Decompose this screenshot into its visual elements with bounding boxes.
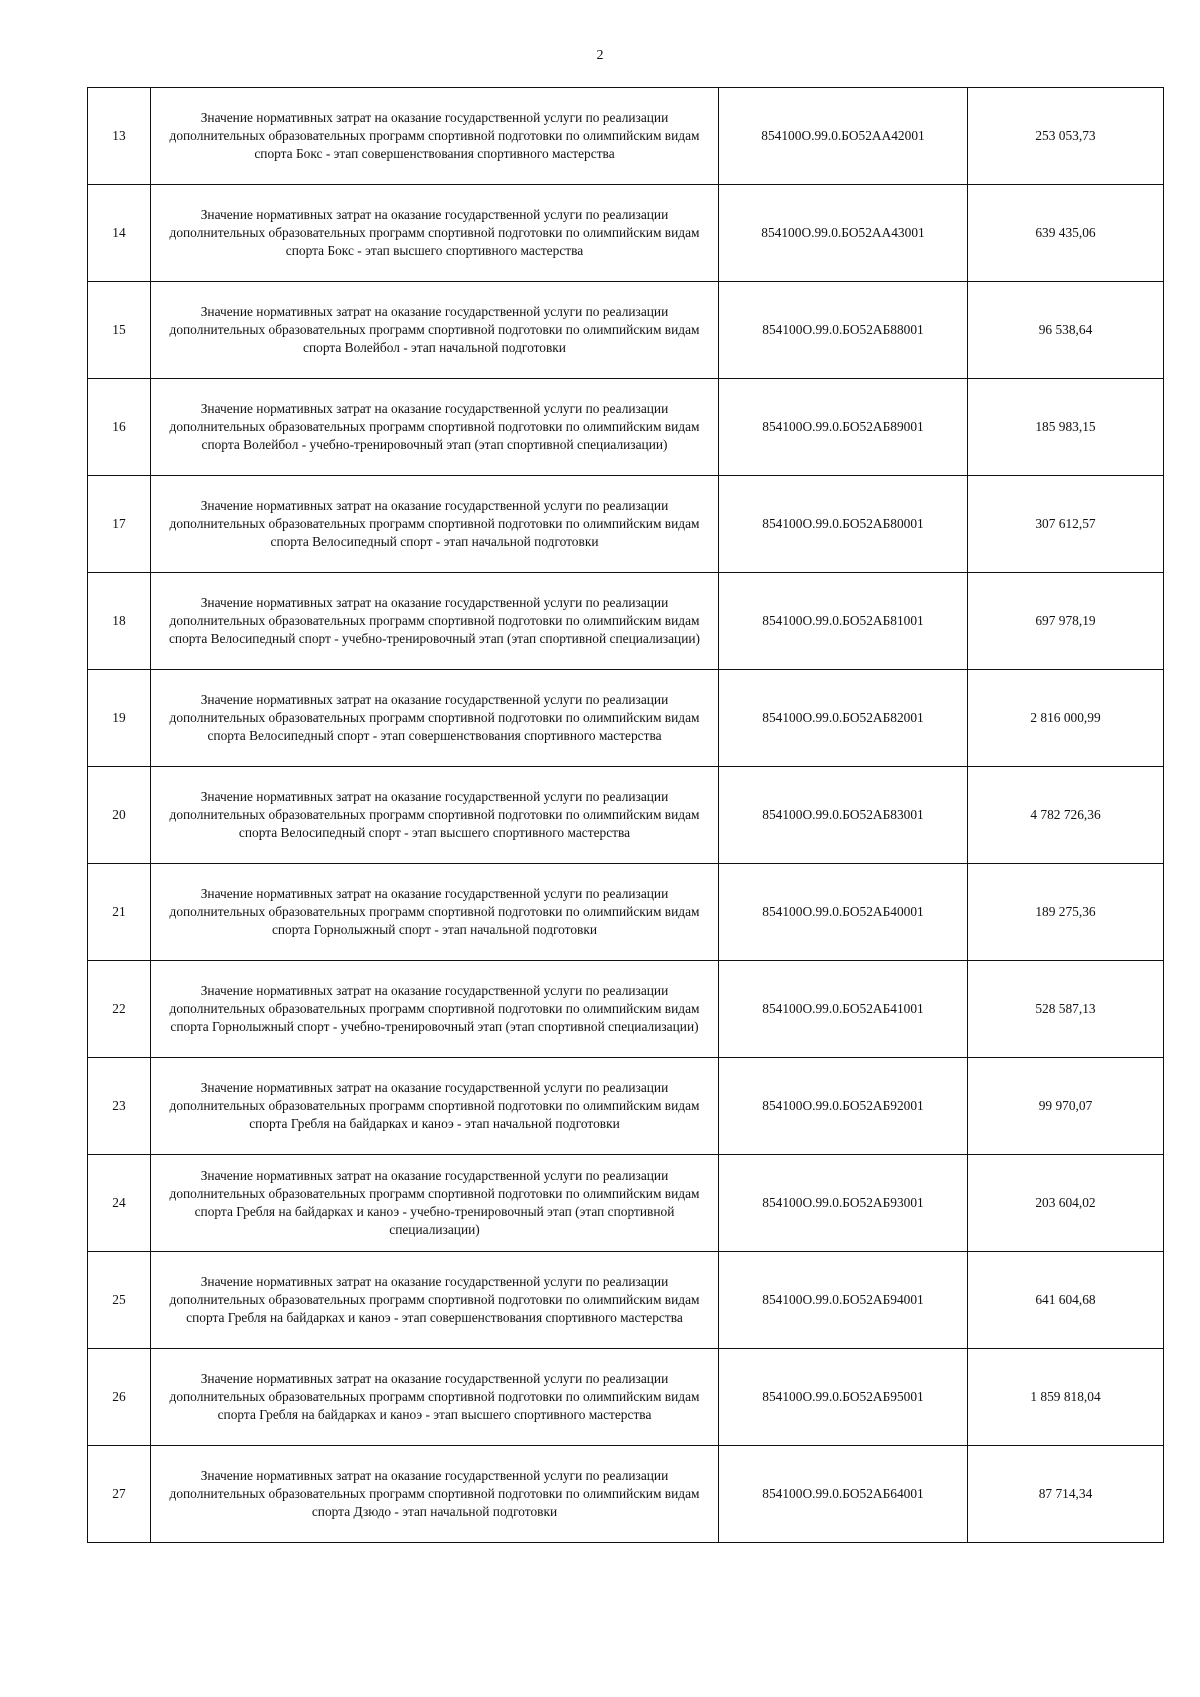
- row-value: 528 587,13: [968, 961, 1164, 1058]
- row-number: 21: [88, 864, 151, 961]
- row-code: 854100О.99.0.БО52АБ80001: [719, 476, 968, 573]
- table-row: [88, 1058, 1164, 1155]
- row-number: 27: [88, 1446, 151, 1543]
- row-number: 17: [88, 476, 151, 573]
- table-row: [88, 476, 1164, 573]
- row-code: 854100О.99.0.БО52АБ92001: [719, 1058, 968, 1155]
- row-number: 13: [88, 88, 151, 185]
- normative-costs-table: [87, 87, 1164, 1543]
- page-number: 2: [596, 48, 604, 63]
- row-number: 15: [88, 282, 151, 379]
- row-value: 203 604,02: [968, 1155, 1164, 1252]
- row-description: Значение нормативных затрат на оказание государственной услуги по реализации дополнительных образовательных программ спортивной подготовки по олимпийским видам спорта Гребля на байдарках и каноэ - этап высшего спортивного мастерства: [151, 1349, 719, 1446]
- row-number: 20: [88, 767, 151, 864]
- table-row: [88, 379, 1164, 476]
- row-value: 1 859 818,04: [968, 1349, 1164, 1446]
- row-value: 4 782 726,36: [968, 767, 1164, 864]
- row-number: 23: [88, 1058, 151, 1155]
- table-row: [88, 670, 1164, 767]
- row-number: 22: [88, 961, 151, 1058]
- row-number: 18: [88, 573, 151, 670]
- row-number: 26: [88, 1349, 151, 1446]
- row-number: 16: [88, 379, 151, 476]
- row-description: Значение нормативных затрат на оказание государственной услуги по реализации дополнительных образовательных программ спортивной подготовки по олимпийским видам спорта Бокс - этап совершенствования спортивного мастерства: [151, 88, 719, 185]
- row-description: Значение нормативных затрат на оказание государственной услуги по реализации дополнительных образовательных программ спортивной подготовки по олимпийским видам спорта Велосипедный спорт - этап начальной подготовки: [151, 476, 719, 573]
- row-description: Значение нормативных затрат на оказание государственной услуги по реализации дополнительных образовательных программ спортивной подготовки по олимпийским видам спорта Дзюдо - этап начальной подготовки: [151, 1446, 719, 1543]
- row-code: 854100О.99.0.БО52АБ41001: [719, 961, 968, 1058]
- row-description: Значение нормативных затрат на оказание государственной услуги по реализации дополнительных образовательных программ спортивной подготовки по олимпийским видам спорта Горнолыжный спорт - учебно-тренировочный этап (этап спортивной специализации): [151, 961, 719, 1058]
- row-number: 25: [88, 1252, 151, 1349]
- row-description: Значение нормативных затрат на оказание государственной услуги по реализации дополнительных образовательных программ спортивной подготовки по олимпийским видам спорта Гребля на байдарках и каноэ - этап начальной подготовки: [151, 1058, 719, 1155]
- row-code: 854100О.99.0.БО52АБ95001: [719, 1349, 968, 1446]
- row-code: 854100О.99.0.БО52АБ40001: [719, 864, 968, 961]
- row-description: Значение нормативных затрат на оказание государственной услуги по реализации дополнительных образовательных программ спортивной подготовки по олимпийским видам спорта Гребля на байдарках и каноэ - учебно-тренировочный этап (этап спортивной специализации): [151, 1155, 719, 1252]
- row-value: 253 053,73: [968, 88, 1164, 185]
- row-number: 19: [88, 670, 151, 767]
- table-row: [88, 88, 1164, 185]
- row-value: 87 714,34: [968, 1446, 1164, 1543]
- row-value: 307 612,57: [968, 476, 1164, 573]
- row-description: Значение нормативных затрат на оказание государственной услуги по реализации дополнительных образовательных программ спортивной подготовки по олимпийским видам спорта Велосипедный спорт - этап высшего спортивного мастерства: [151, 767, 719, 864]
- row-description: Значение нормативных затрат на оказание государственной услуги по реализации дополнительных образовательных программ спортивной подготовки по олимпийским видам спорта Волейбол - учебно-тренировочный этап (этап спортивной специализации): [151, 379, 719, 476]
- row-number: 24: [88, 1155, 151, 1252]
- row-code: 854100О.99.0.БО52АА42001: [719, 88, 968, 185]
- row-code: 854100О.99.0.БО52АБ81001: [719, 573, 968, 670]
- table-row: [88, 767, 1164, 864]
- row-code: 854100О.99.0.БО52АБ83001: [719, 767, 968, 864]
- row-code: 854100О.99.0.БО52АБ64001: [719, 1446, 968, 1543]
- row-value: 96 538,64: [968, 282, 1164, 379]
- row-code: 854100О.99.0.БО52АБ88001: [719, 282, 968, 379]
- table-row: [88, 1446, 1164, 1543]
- row-description: Значение нормативных затрат на оказание государственной услуги по реализации дополнительных образовательных программ спортивной подготовки по олимпийским видам спорта Бокс - этап высшего спортивного мастерства: [151, 185, 719, 282]
- table-row: [88, 185, 1164, 282]
- row-value: 697 978,19: [968, 573, 1164, 670]
- row-number: 14: [88, 185, 151, 282]
- row-description: Значение нормативных затрат на оказание государственной услуги по реализации дополнительных образовательных программ спортивной подготовки по олимпийским видам спорта Горнолыжный спорт - этап начальной подготовки: [151, 864, 719, 961]
- table-row: [88, 1252, 1164, 1349]
- table-row: [88, 1155, 1164, 1252]
- row-code: 854100О.99.0.БО52АБ82001: [719, 670, 968, 767]
- row-code: 854100О.99.0.БО52АБ94001: [719, 1252, 968, 1349]
- row-description: Значение нормативных затрат на оказание государственной услуги по реализации дополнительных образовательных программ спортивной подготовки по олимпийским видам спорта Велосипедный спорт - учебно-тренировочный этап (этап спортивной специализации): [151, 573, 719, 670]
- row-code: 854100О.99.0.БО52АБ93001: [719, 1155, 968, 1252]
- row-value: 639 435,06: [968, 185, 1164, 282]
- table-row: [88, 282, 1164, 379]
- row-description: Значение нормативных затрат на оказание государственной услуги по реализации дополнительных образовательных программ спортивной подготовки по олимпийским видам спорта Гребля на байдарках и каноэ - этап совершенствования спортивного мастерства: [151, 1252, 719, 1349]
- row-value: 185 983,15: [968, 379, 1164, 476]
- table-row: [88, 573, 1164, 670]
- row-description: Значение нормативных затрат на оказание государственной услуги по реализации дополнительных образовательных программ спортивной подготовки по олимпийским видам спорта Велосипедный спорт - этап совершенствования спортивного мастерства: [151, 670, 719, 767]
- table-row: [88, 961, 1164, 1058]
- row-code: 854100О.99.0.БО52АБ89001: [719, 379, 968, 476]
- row-value: 641 604,68: [968, 1252, 1164, 1349]
- row-code: 854100О.99.0.БО52АА43001: [719, 185, 968, 282]
- row-description: Значение нормативных затрат на оказание государственной услуги по реализации дополнительных образовательных программ спортивной подготовки по олимпийским видам спорта Волейбол - этап начальной подготовки: [151, 282, 719, 379]
- row-value: 189 275,36: [968, 864, 1164, 961]
- table-row: [88, 864, 1164, 961]
- table-row: [88, 1349, 1164, 1446]
- row-value: 2 816 000,99: [968, 670, 1164, 767]
- row-value: 99 970,07: [968, 1058, 1164, 1155]
